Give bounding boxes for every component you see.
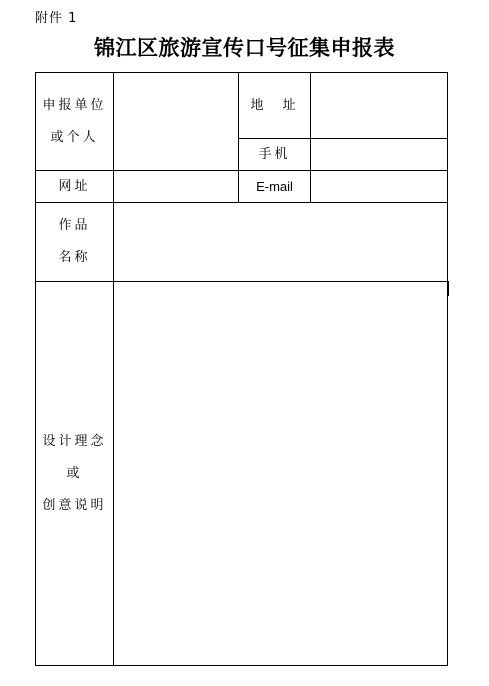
form-title: 锦江区旅游宣传口号征集申报表 — [94, 35, 395, 60]
applicant-label-line1: 申报单位 — [42, 97, 107, 113]
applicant-label — [36, 73, 113, 170]
work-name-label-line1: 作品 — [58, 218, 91, 233]
work-name-field[interactable] — [114, 203, 447, 281]
applicant-label-line2: 或个人 — [50, 129, 99, 145]
design-label-line2: 或 — [66, 465, 83, 481]
design-concept-field[interactable] — [114, 282, 447, 665]
design-label-line1: 设计理念 — [42, 433, 107, 449]
table-border-right — [447, 72, 448, 666]
design-label-line3: 创意说明 — [42, 497, 107, 513]
address-label: 地 址 — [250, 97, 299, 113]
email-field[interactable] — [311, 171, 447, 202]
website-label: 网址 — [58, 178, 91, 194]
applicant-field[interactable] — [114, 73, 238, 170]
address-field[interactable] — [311, 73, 447, 138]
table-border-bottom — [35, 665, 448, 666]
phone-field[interactable] — [311, 139, 447, 170]
attachment-label: 附件 1 — [35, 11, 78, 26]
website-field[interactable] — [114, 171, 238, 202]
application-form-table — [35, 72, 448, 666]
work-name-label-line2: 名称 — [58, 250, 91, 265]
design-concept-label — [36, 282, 113, 665]
phone-label: 手机 — [258, 146, 291, 162]
work-name-label — [36, 203, 113, 281]
text-cursor-marker — [447, 281, 449, 296]
email-label: E-mail — [256, 178, 293, 194]
